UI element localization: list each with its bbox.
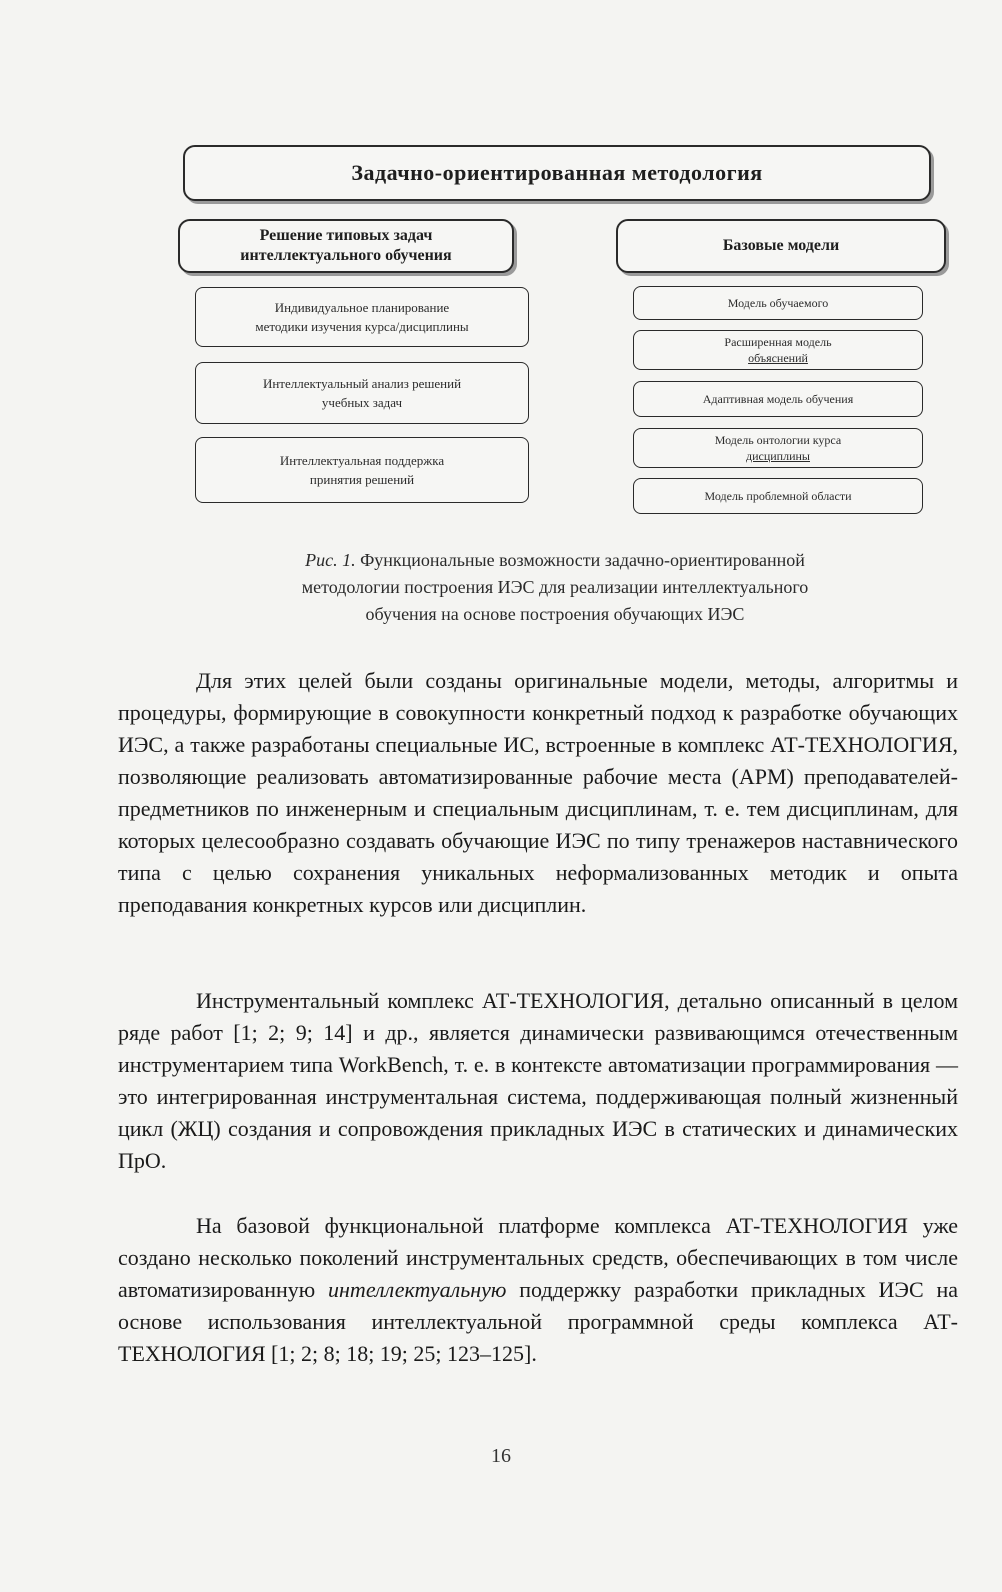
right-item-line1: Модель проблемной области [704, 489, 852, 503]
right-header-text: Базовые модели [722, 237, 840, 254]
left-item-line2: принятия решений [309, 472, 415, 487]
figure-caption [170, 547, 940, 628]
right-header-box [616, 219, 946, 273]
caption-label: Рис. 1. [305, 550, 356, 570]
paragraph-3-text-b: поддержку разработки прикладных ИЭС на основе использования интеллектуальной программной среды комплекса АТ-ТЕХНОЛОГИЯ [1; 2; 8; 18; 19; 25; 123–125]. [118, 1277, 958, 1366]
left-header-box [178, 219, 514, 273]
paragraph-3-text-a: На базовой функциональной платформе комплекса АТ-ТЕХНОЛОГИЯ уже создано несколько поколений инструментальных средств, обеспечивающих в том числе автоматизированную [118, 1213, 958, 1302]
left-item-line1: Интеллектуальная поддержка [279, 453, 445, 468]
right-item-box [633, 286, 923, 320]
paragraph-2-text: Инструментальный комплекс АТ-ТЕХНОЛОГИЯ, детально описанный в целом ряде работ [1; 2; 9; 14] и др., является динамически развивающимся отечественным инструментарием типа WorkBench, т. е. в контексте автоматизации программирования — это интегрированная инструментальная система, поддерживающая полный жизненный цикл (ЖЦ) создания и сопровождения прикладных ИЭС в статических и динамических ПрО. [118, 988, 958, 1173]
diagram-title [183, 145, 931, 201]
paragraph-1-text: Для этих целей были созданы оригинальные модели, методы, алгоритмы и процедуры, формирующие в совокупности конкретный подход к разработке обучающих ИЭС, а также разработаны специальные ИС, встроенные в комплекс АТ-ТЕХНОЛОГИЯ, позволяющие реализовать автоматизированные рабочие места (АРМ) преподавателей-предметников по инженерным и специальным дисциплинам, т. е. тем дисциплинам, для которых целесообразно создавать обучающие ИЭС по типу тренажеров наставнического типа с целью сохранения уникальных неформализованных методик и опыта преподавания конкретных курсов или дисциплин. [118, 668, 958, 917]
left-item-box [195, 287, 529, 347]
right-item-line1: Модель обучаемого [727, 296, 829, 310]
right-item-box [633, 330, 923, 370]
right-item-line2: объяснений [748, 351, 808, 365]
right-item-line1: Адаптивная модель обучения [702, 392, 854, 406]
paragraph-3 [118, 1210, 958, 1370]
left-item-box [195, 362, 529, 424]
caption-line2: методологии построения ИЭС для реализации интеллектуального [301, 577, 809, 597]
right-item-box [633, 478, 923, 514]
paragraph-2 [118, 985, 958, 1177]
caption-line3: обучения на основе построения обучающих ИЭС [365, 604, 745, 624]
right-item-box [633, 381, 923, 417]
right-item-line1: Расширенная модель [724, 335, 832, 349]
left-item-line1: Интеллектуальный анализ решений [262, 376, 462, 391]
right-item-line2: дисциплины [745, 449, 810, 463]
left-item-line2: учебных задач [321, 395, 403, 410]
left-header-line2: интеллектуального обучения [240, 247, 452, 264]
left-header-line1: Решение типовых задач [259, 227, 433, 244]
paragraph-3-italic: интеллектуальную [328, 1277, 507, 1302]
left-item-box [195, 437, 529, 503]
left-item-line1: Индивидуальное планирование [274, 300, 450, 315]
diagram-title-text: Задачно-ориентированная методология [351, 160, 763, 185]
page-number: 16 [491, 1445, 511, 1467]
right-item-box [633, 428, 923, 468]
caption-line1: Функциональные возможности задачно-ориентированной [360, 550, 805, 570]
right-item-line1: Модель онтологии курса [714, 433, 842, 447]
paragraph-1 [118, 665, 958, 921]
left-item-line2: методики изучения курса/дисциплины [255, 319, 469, 334]
